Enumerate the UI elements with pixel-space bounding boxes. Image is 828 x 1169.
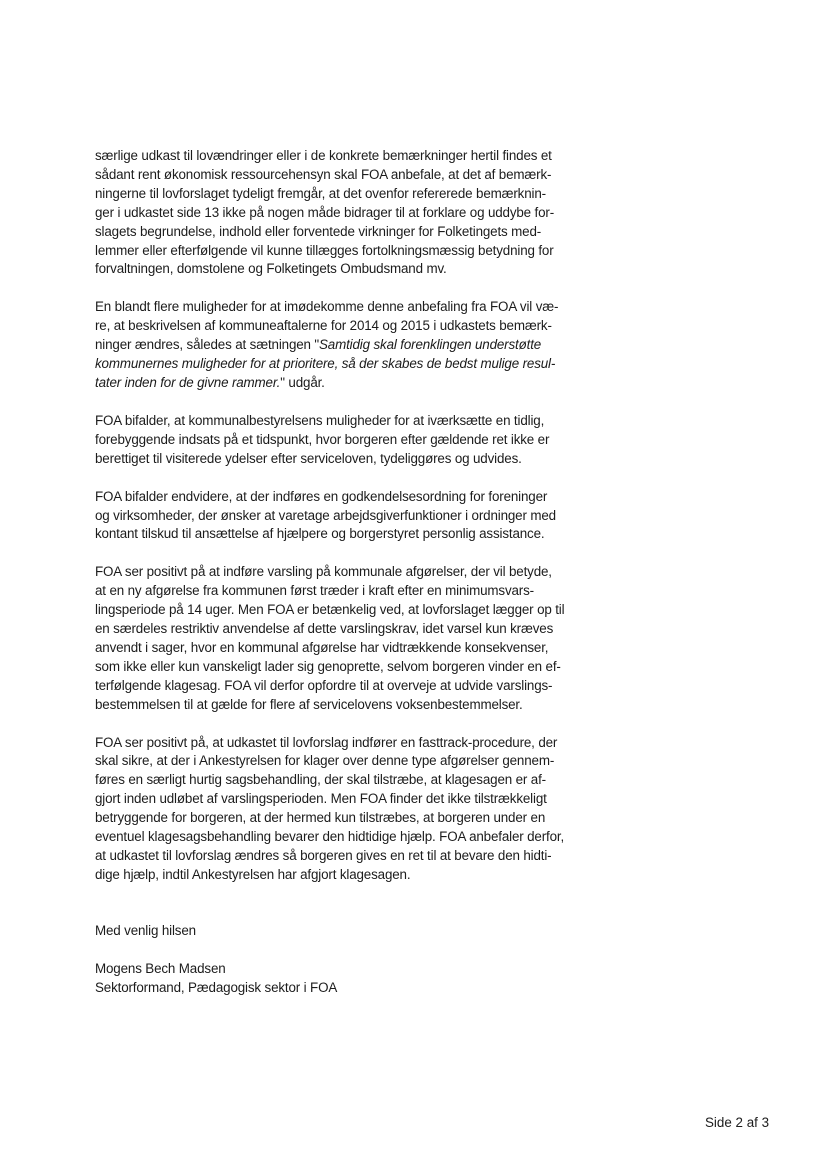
text-segment: skal sikre, at der i Ankestyrelsen for klager over denne type afgørelser gennem- [95, 753, 555, 769]
text-segment: at en ny afgørelse fra kommunen først træder i kraft efter en minimumsvars- [95, 583, 534, 599]
text-segment: FOA bifalder, at kommunalbestyrelsens muligheder for at iværksætte en tidlig, [95, 412, 545, 428]
text-line [95, 488, 615, 507]
page-number: Side 2 af 3 [705, 1115, 770, 1130]
text-segment: dige hjælp, indtil Ankestyrelsen har afgjort klagesagen. [95, 866, 411, 882]
text-line [95, 677, 615, 696]
text-segment: føres en særligt hurtig sagsbehandling, der skal tilstræbe, at klagesagen er af- [95, 772, 546, 788]
text-line [95, 866, 615, 885]
signature-title: Sektorformand, Pædagogisk sektor i FOA [95, 979, 338, 995]
text-line [95, 336, 615, 355]
text-segment: en særdeles restriktiv anvendelse af dette varslingskrav, idet varsel kun kræves [95, 621, 554, 637]
text-segment: FOA ser positivt på, at udkastet til lovforslag indfører en fasttrack-procedure, der [95, 734, 558, 750]
text-line [95, 260, 615, 279]
signature-block [95, 960, 615, 998]
closing-greeting: Med venlig hilsen [95, 922, 196, 938]
text-line [95, 563, 615, 582]
text-segment: ninger ændres, således at sætningen " [95, 337, 320, 353]
text-line [95, 450, 615, 469]
text-line [95, 431, 615, 450]
body-paragraph [95, 147, 615, 279]
text-segment: re, at beskrivelsen af kommuneaftalerne for 2014 og 2015 i udkastets bemærk- [95, 318, 552, 334]
text-line [95, 828, 615, 847]
italic-text: kommunernes muligheder for at prioritere, så der skabes de bedst mulige resul- [95, 356, 556, 372]
text-line [95, 185, 615, 204]
text-segment: terfølgende klagesag. FOA vil derfor opfordre til at overveje at udvide varslings- [95, 677, 553, 693]
text-segment: FOA bifalder endvidere, at der indføres en godkendelsesordning for foreninger [95, 488, 548, 504]
italic-text: Samtidig skal forenklingen understøtte [319, 337, 542, 353]
text-line [95, 166, 615, 185]
text-segment: bestemmelsen til at gælde for flere af servicelovens voksenbestemmelser. [95, 696, 523, 712]
text-segment: som ikke eller kun vanskeligt lader sig genoprette, selvom borgeren vinder en ef- [95, 658, 561, 674]
signature-name: Mogens Bech Madsen [95, 960, 226, 976]
text-line [95, 847, 615, 866]
letter-paragraphs [95, 147, 615, 885]
text-segment: lingsperiode på 14 uger. Men FOA er betænkelig ved, at lovforslaget lægger op til [95, 602, 565, 618]
text-segment: og virksomheder, der ønsker at varetage arbejdsgiverfunktioner i ordninger med [95, 507, 556, 523]
text-line [95, 752, 615, 771]
text-line [95, 620, 615, 639]
text-line [95, 204, 615, 223]
text-line [95, 696, 615, 715]
text-segment: En blandt flere muligheder for at imødekomme denne anbefaling fra FOA vil væ- [95, 299, 559, 315]
text-line [95, 507, 615, 526]
text-line [95, 147, 615, 166]
text-segment: særlige udkast til lovændringer eller i de konkrete bemærkninger hertil findes et [95, 148, 552, 163]
text-segment: anvendt i sager, hvor en kommunal afgørelse har vidtrækkende konsekvenser, [95, 639, 549, 655]
letter-body [95, 147, 615, 998]
body-paragraph [95, 488, 615, 545]
text-segment: kontant tilskud til ansættelse af hjælpere og borgerstyret personlig assistance. [95, 526, 545, 542]
text-line [95, 771, 615, 790]
text-segment: gjort inden udløbet af varslingsperioden. Men FOA finder det ikke tilstrækkeligt [95, 791, 547, 807]
text-segment: eventuel klagesagsbehandling bevarer den hidtidige hjælp. FOA anbefaler derfor, [95, 829, 565, 845]
text-segment: forvaltningen, domstolene og Folketingets Ombudsmand mv. [95, 261, 447, 277]
body-paragraph [95, 563, 615, 714]
text-segment: lemmer eller efterfølgende vil kunne tillægges fortolkningsmæssig betydning for [95, 242, 554, 258]
text-line [95, 582, 615, 601]
text-segment: forebyggende indsats på et tidspunkt, hvor borgeren efter gældende ret ikke er [95, 431, 550, 447]
text-segment: berettiget til visiterede ydelser efter serviceloven, tydeliggøres og udvides. [95, 450, 522, 466]
text-line [95, 639, 615, 658]
text-segment: ningerne til lovforslaget tydeligt fremgår, at det ovenfor refererede bemærknin- [95, 185, 546, 201]
text-line [95, 658, 615, 677]
body-paragraph [95, 734, 615, 885]
text-line [95, 223, 615, 242]
text-segment: slagets begrundelse, indhold eller forventede virkninger for Folketingets med- [95, 223, 542, 239]
text-segment: betryggende for borgeren, at der hermed kun tilstræbes, at borgeren under en [95, 810, 546, 826]
text-line [95, 412, 615, 431]
text-line [95, 298, 615, 317]
text-line [95, 317, 615, 336]
text-line [95, 355, 615, 374]
italic-text: tater inden for de givne rammer. [95, 374, 281, 390]
text-segment: at udkastet til lovforslag ændres så borgeren gives en ret til at bevare den hidti- [95, 848, 552, 863]
body-paragraph [95, 412, 615, 469]
text-line [95, 374, 615, 393]
text-line [95, 601, 615, 620]
text-line [95, 734, 615, 753]
text-line [95, 242, 615, 261]
text-line [95, 790, 615, 809]
text-segment: sådant rent økonomisk ressourcehensyn skal FOA anbefale, at det af bemærk- [95, 166, 552, 182]
body-paragraph [95, 298, 615, 393]
text-segment: " udgår. [280, 374, 325, 390]
text-line [95, 525, 615, 544]
text-segment: ger i udkastet side 13 ikke på nogen måde bidrager til at forklare og uddybe for- [95, 204, 555, 220]
text-line [95, 809, 615, 828]
text-segment: FOA ser positivt på at indføre varsling på kommunale afgørelser, der vil betyde, [95, 564, 552, 580]
